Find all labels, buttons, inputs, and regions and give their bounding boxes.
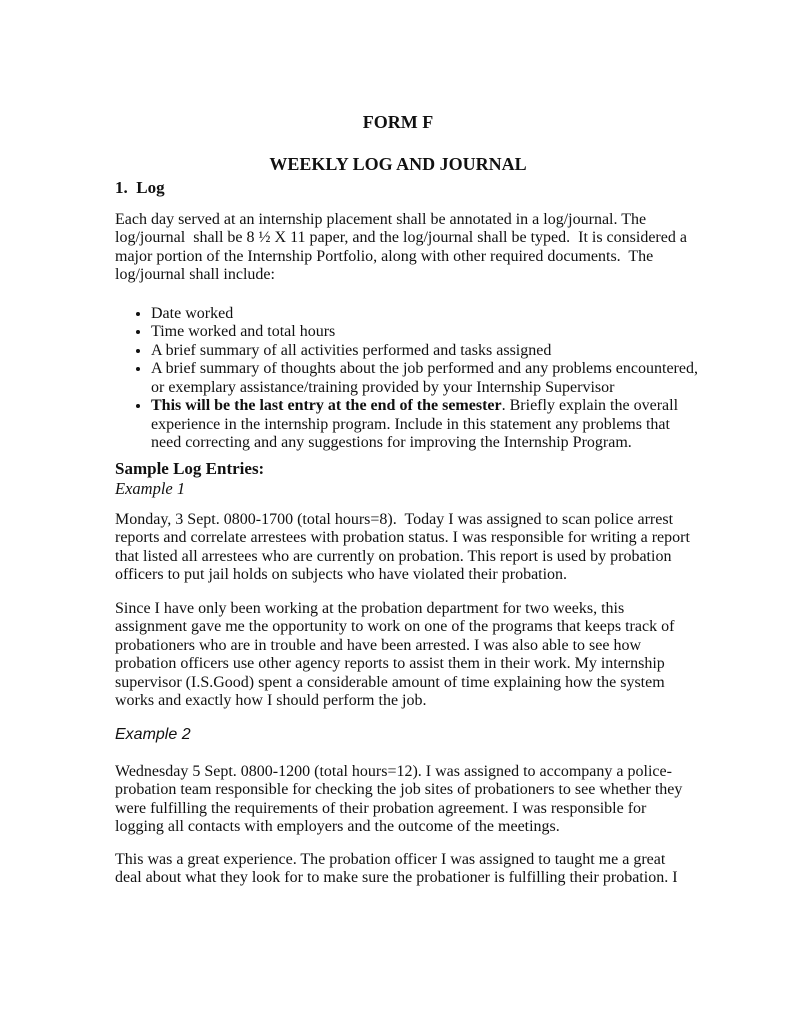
example-1-paragraph-1: Monday, 3 Sept. 0800-1700 (total hours=8). Today I was assigned to scan police arrest reports and correlate arrestees with probation status. I was responsible for writing a report that listed all arrestees who are currently on probation. This report is used by probation officers to put jail holds on subjects who have violated their probation. bbox=[115, 510, 690, 583]
list-item-thoughts-summary bbox=[151, 360, 698, 397]
list-item-date-worked bbox=[151, 305, 681, 324]
example-2-label: Example 2 bbox=[115, 725, 191, 743]
log-requirements-list bbox=[115, 304, 698, 453]
final-entry-bold-text: This will be the last entry at the end of the semester bbox=[151, 397, 502, 414]
list-item-text: A brief summary of thoughts about the job performed and any problems encountered, or exemplary assistance/training provided by your Internship Supervisor bbox=[151, 360, 698, 396]
list-item-final-entry bbox=[151, 397, 681, 453]
example-1-label: Example 1 bbox=[115, 478, 186, 498]
list-item-text: A brief summary of all activities performed and tasks assigned bbox=[151, 341, 552, 359]
list-item-text: Date worked bbox=[151, 304, 234, 322]
example-2-paragraph-1: Wednesday 5 Sept. 0800-1200 (total hours=12). I was assigned to accompany a police- probation team responsible for checking the job sites of probationers to see whether they were fulfilling the requirements of their probation agreement. I was responsible for logging all contacts with employers and the outcome of the meetings. bbox=[115, 762, 683, 835]
final-entry-rest-text: . Briefly explain the overall experience in the internship program. Include in this statement any problems that need correcting and any suggestions for improving the Internship Program. bbox=[151, 397, 679, 451]
example-2-paragraph-2: This was a great experience. The probation officer I was assigned to taught me a great deal about what they look for to make sure the probationer is fulfilling their probation. I bbox=[115, 850, 678, 886]
form-title: FORM F bbox=[362, 112, 434, 132]
sample-log-entries-heading: Sample Log Entries: bbox=[115, 458, 265, 478]
example-1-paragraph-2: Since I have only been working at the probation department for two weeks, this assignment gave me the opportunity to work on one of the programs that keeps track of probationers who are in trouble and have been arrested. I was also able to see how probation officers use other agency reports to assist them in their work. My internship supervisor (I.S.Good) spent a considerable amount of time explaining how the system works and exactly how I should perform the job. bbox=[115, 599, 675, 709]
list-item-time-worked bbox=[151, 323, 681, 342]
document-subtitle: WEEKLY LOG AND JOURNAL bbox=[269, 154, 527, 174]
section-1-log-heading: 1. Log bbox=[115, 178, 165, 197]
list-item-text: Time worked and total hours bbox=[151, 323, 336, 340]
intro-paragraph: Each day served at an internship placement shall be annotated in a log/journal. The log/journal shall be 8 ½ X 11 paper, and the log/journal shall be typed. It is considered a major portion of the Internship Portfolio, along with other required documents. The log/journal shall include: bbox=[115, 210, 687, 283]
list-item-activities-summary bbox=[151, 342, 681, 361]
